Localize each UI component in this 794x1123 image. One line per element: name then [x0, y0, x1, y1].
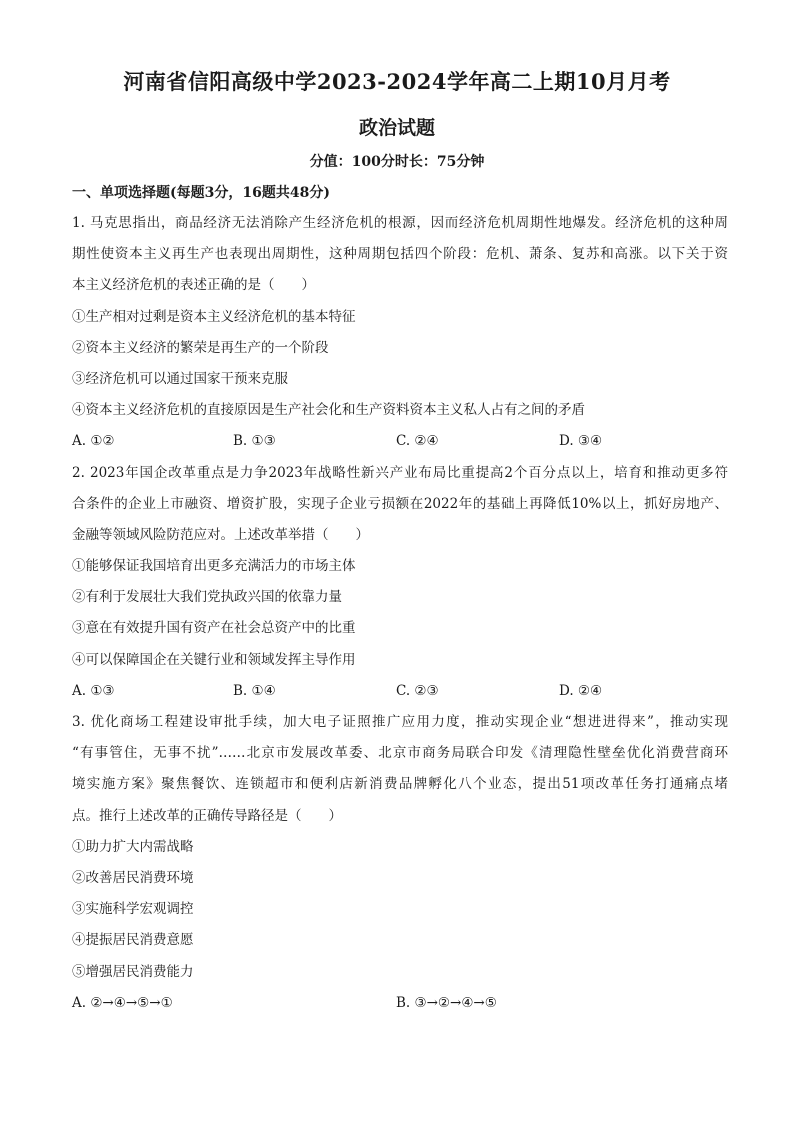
- statement-item: ②有利于发展壮大我们党执政兴国的依靠力量: [72, 589, 342, 606]
- statement-item: ③经济危机可以通过国家干预来克服: [72, 370, 288, 387]
- exam-meta: 分值：100分时长：75分钟: [309, 154, 485, 170]
- statement-item: ④提振居民消费意愿: [72, 932, 194, 949]
- question-stem-line: 金融等领域风险防范应对。上述改革举措（ ）: [72, 526, 369, 543]
- question-stem-line: 合条件的企业上市融资、增资扩股，实现子企业亏损额在2022年的基础上再降低10%以上，抓好房地产、: [72, 495, 728, 512]
- option-a[interactable]: A. ②→④→⑤→①: [72, 994, 173, 1011]
- option-c[interactable]: C. ②④: [396, 433, 439, 450]
- questions: [72, 208, 728, 1019]
- option-d[interactable]: D. ③④: [559, 433, 603, 450]
- question-3: [72, 707, 728, 1019]
- option-b[interactable]: B. ③→②→④→⑤: [396, 994, 497, 1011]
- exam-subject: 政治试题: [358, 117, 435, 139]
- answer-options: [72, 988, 728, 1019]
- question-stem-line: 2. 2023年国企改革重点是力争2023年战略性新兴产业布局比重提高2个百分点以上，培育和推动更多符: [72, 464, 728, 481]
- statement-item: ①助力扩大内需战略: [72, 838, 194, 855]
- question-stem-line: 境实施方案》聚焦餐饮、连锁超市和便利店新消费品牌孵化八个业态，提出51项改革任务打通痛点堵: [72, 776, 728, 793]
- option-b[interactable]: B. ①④: [233, 682, 276, 699]
- option-c[interactable]: C. ②③: [396, 682, 439, 699]
- statement-item: ①能够保证我国培育出更多充满活力的市场主体: [72, 558, 356, 575]
- statement-item: ①生产相对过剩是资本主义经济危机的基本特征: [72, 308, 356, 325]
- option-a[interactable]: A. ①②: [72, 433, 115, 450]
- section-heading: 一、单项选择题(每题3分，16题共48分): [72, 185, 330, 201]
- option-d[interactable]: D. ②④: [559, 682, 603, 699]
- answer-options: [72, 426, 728, 457]
- statement-item: ④可以保障国企在关键行业和领域发挥主导作用: [72, 651, 356, 668]
- exam-title: 河南省信阳高级中学2023-2024学年高二上期10月月考: [123, 69, 671, 94]
- statement-item: ②改善居民消费环境: [72, 869, 194, 886]
- question-stem-line: 1. 马克思指出，商品经济无法消除产生经济危机的根源，因而经济危机周期性地爆发。经济危机的这种周: [72, 215, 728, 231]
- question-stem-line: 3. 优化商场工程建设审批手续，加大电子证照推广应用力度，推动实现企业“想进进得来”，推动实现: [72, 714, 728, 730]
- answer-options: [72, 676, 728, 707]
- statement-item: ②资本主义经济的繁荣是再生产的一个阶段: [72, 339, 329, 356]
- question-stem-line: 点。推行上述改革的正确传导路径是（ ）: [72, 807, 342, 824]
- statement-item: ⑤增强居民消费能力: [72, 963, 194, 980]
- statement-item: ④资本主义经济危机的直接原因是生产社会化和生产资料资本主义私人占有之间的矛盾: [72, 402, 585, 419]
- statement-item: ③意在有效提升国有资产在社会总资产中的比重: [72, 620, 356, 637]
- question-stem-line: 期性使资本主义再生产也表现出周期性，这种周期包括四个阶段：危机、萧条、复苏和高涨。以下关于资: [72, 246, 728, 263]
- option-a[interactable]: A. ①③: [72, 682, 115, 699]
- question-2: [72, 458, 728, 708]
- question-stem-line: “有事管住，无事不扰”……北京市发展改革委、北京市商务局联合印发《清理隐性壁垒优化消费营商环: [72, 745, 728, 762]
- option-b[interactable]: B. ①③: [233, 433, 276, 450]
- question-stem-line: 本主义经济危机的表述正确的是（ ）: [72, 277, 315, 294]
- statement-item: ③实施科学宏观调控: [72, 901, 194, 918]
- question-1: [72, 208, 728, 458]
